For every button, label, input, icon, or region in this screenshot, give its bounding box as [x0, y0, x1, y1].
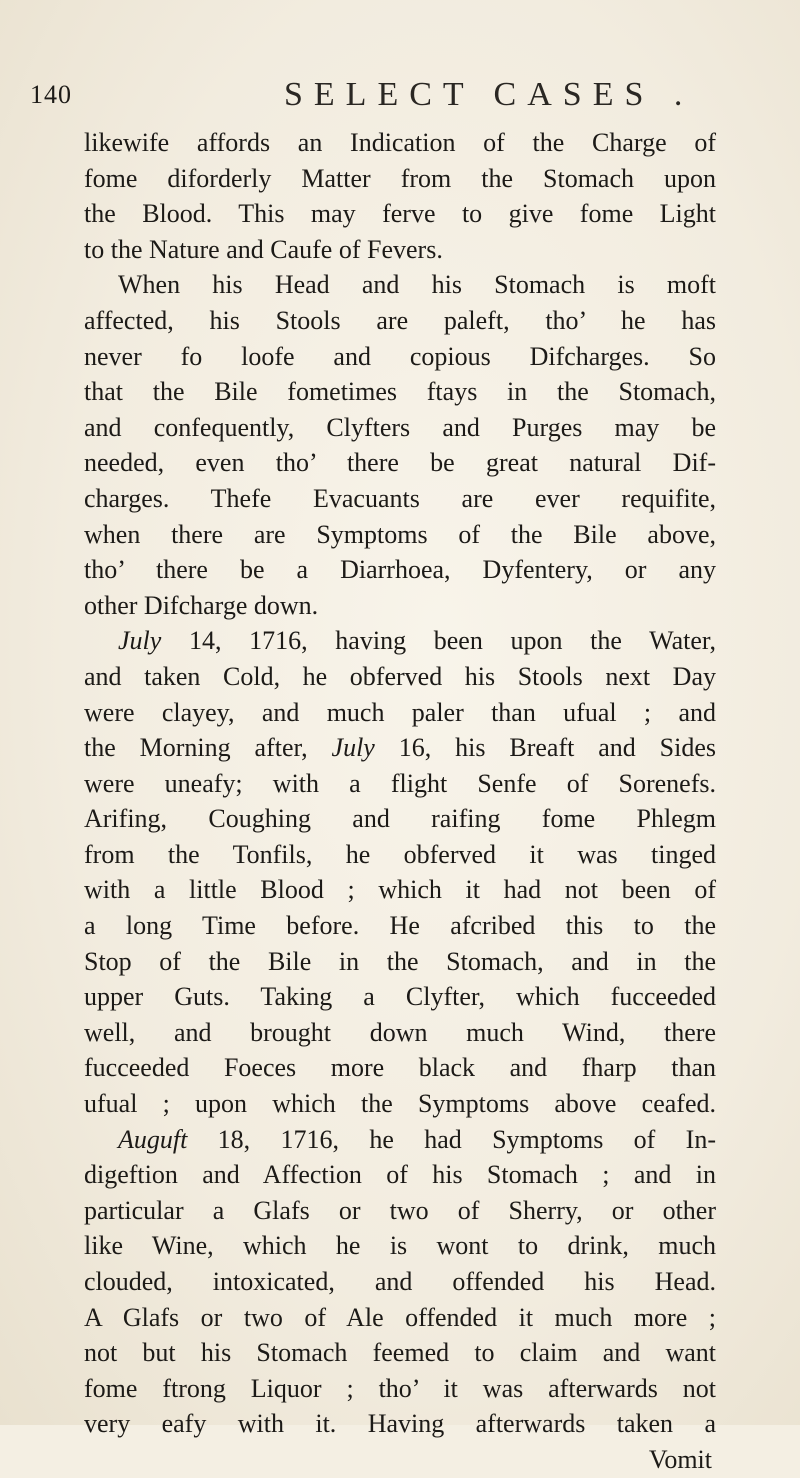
text-line: not but his Stomach feemed to claim and want	[84, 1338, 716, 1368]
text-line: were clayey, and much paler than ufual ; and	[84, 697, 716, 727]
text-line: digeftion and Affection of his Stomach ; and in	[84, 1160, 716, 1190]
text-line: and confequently, Clyfters and Purges may be	[84, 412, 716, 442]
running-head: SELECT CASES .	[284, 76, 694, 113]
text-line: affected, his Stools are paleft, tho’ he has	[84, 305, 716, 335]
text-line: Stop of the Bile in the Stomach, and in the	[84, 946, 716, 976]
text-line: A Glafs or two of Ale offended it much more ;	[84, 1302, 716, 1332]
text-line: to the Nature and Caufe of Fevers.	[84, 234, 443, 264]
page-header	[0, 76, 800, 116]
text-line: likewife affords an Indication of the Charge of	[84, 128, 716, 157]
text-line: a long Time before. He afcribed this to the	[84, 911, 716, 941]
text-line: July 14, 1716, having been upon the Water,	[118, 626, 716, 656]
body-text	[84, 125, 716, 1478]
catchword: Vomit	[648, 1444, 712, 1474]
text-line: clouded, intoxicated, and offended his Head.	[84, 1267, 716, 1296]
text-line: other Difcharge down.	[84, 590, 319, 620]
date-italic: July	[118, 626, 162, 656]
text-line: never fo loofe and copious Difcharges. So	[84, 341, 716, 371]
text-line: fucceeded Foeces more black and fharp than	[84, 1053, 716, 1083]
date-italic: July	[331, 733, 375, 763]
text-line: the Morning after, July 16, his Breaft and Sides	[84, 733, 717, 763]
text-line: upper Guts. Taking a Clyfter, which fucceeded	[84, 982, 716, 1012]
text-line: that the Bile fometimes ftays in the Stomach,	[84, 377, 716, 407]
date-italic: Auguft	[118, 1124, 188, 1154]
text-line: particular a Glafs or two of Sherry, or other	[84, 1195, 716, 1225]
text-line: the Blood. This may ferve to give fome Light	[84, 199, 716, 229]
text-line: very eafy with it. Having afterwards taken a	[84, 1409, 716, 1439]
text-line: were uneafy; with a flight Senfe of Sorenefs.	[84, 768, 716, 798]
text-line: needed, even tho’ there be great natural Dif-	[84, 448, 716, 478]
text-line: When his Head and his Stomach is moft	[118, 270, 716, 300]
text-line: Auguft 18, 1716, he had Symptoms of In-	[118, 1124, 716, 1154]
text-line: well, and brought down much Wind, there	[84, 1017, 716, 1047]
text-line: like Wine, which he is wont to drink, much	[84, 1231, 716, 1261]
text-line: fome ftrong Liquor ; tho’ it was afterwards not	[84, 1373, 716, 1403]
text-line: tho’ there be a Diarrhoea, Dyfentery, or any	[84, 555, 716, 585]
text-line: from the Tonfils, he obferved it was tinged	[84, 839, 716, 869]
text-line: with a little Blood ; which it had not been of	[84, 875, 716, 905]
text-line: ufual ; upon which the Symptoms above ceafed.	[84, 1089, 716, 1119]
text-line: when there are Symptoms of the Bile above,	[84, 519, 716, 549]
text-line: fome diforderly Matter from the Stomach upon	[84, 163, 716, 193]
text-line: Arifing, Coughing and raifing fome Phlegm	[84, 804, 716, 834]
page-number: 140	[30, 80, 72, 109]
text-line: and taken Cold, he obferved his Stools next Day	[84, 661, 716, 691]
text-line: charges. Thefe Evacuants are ever requifite,	[84, 483, 716, 513]
